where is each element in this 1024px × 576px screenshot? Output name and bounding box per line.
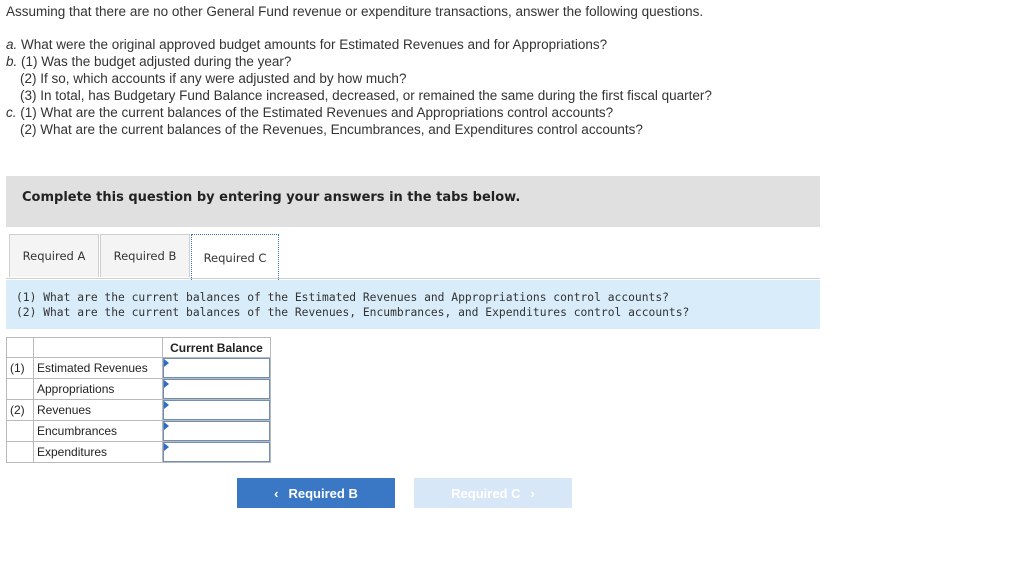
table-row — [7, 421, 271, 442]
appropriations-balance-input[interactable] — [163, 379, 270, 399]
row-number — [7, 421, 34, 442]
encumbrances-balance-input[interactable] — [163, 421, 270, 441]
tab-bar — [6, 234, 820, 278]
tab-instructions — [6, 280, 820, 329]
row-label: Encumbrances — [34, 421, 163, 442]
chevron-right-icon: › — [530, 485, 535, 501]
header-blank — [7, 338, 34, 358]
table-header-row — [7, 338, 271, 358]
item-letter: b. — [6, 54, 18, 69]
previous-required-b-button[interactable] — [237, 478, 395, 508]
question-item-c1: c. (1) What are the current balances of the Estimated Revenues and Appropriations control accounts? — [6, 105, 614, 120]
table-row — [7, 379, 271, 400]
tab-required-a[interactable]: Required A — [9, 234, 99, 277]
revenues-balance-input[interactable] — [163, 400, 270, 420]
question-item-b1: b. (1) Was the budget adjusted during the year? — [6, 54, 292, 69]
row-number — [7, 442, 34, 463]
next-button-label: Required C — [451, 485, 521, 501]
table-row — [7, 358, 271, 379]
balance-table — [6, 337, 271, 463]
banner-text: Complete this question by entering your answers in the tabs below. — [22, 190, 521, 205]
question-item-a: a. What were the original approved budget amounts for Estimated Revenues and for Appropriations? — [6, 37, 608, 52]
row-label: Expenditures — [34, 442, 163, 463]
appropriations-balance-cell — [163, 379, 271, 400]
estimated-revenues-balance-input[interactable] — [163, 358, 270, 378]
item-letter: a. — [6, 37, 18, 52]
question-item-b3: (3) In total, has Budgetary Fund Balance increased, decreased, or remained the same during the first fiscal quarter? — [20, 88, 712, 103]
revenues-balance-cell — [163, 400, 271, 421]
tab-required-c[interactable]: Required C — [191, 234, 279, 280]
table-row — [7, 400, 271, 421]
next-required-c-button[interactable] — [414, 478, 572, 508]
encumbrances-balance-cell — [163, 421, 271, 442]
question-intro: Assuming that there are no other General Fund revenue or expenditure transactions, answer the following questions. — [6, 4, 704, 19]
estimated-revenues-balance-cell — [163, 358, 271, 379]
row-label: Revenues — [34, 400, 163, 421]
row-number — [7, 379, 34, 400]
tab-required-b[interactable]: Required B — [100, 234, 190, 277]
prev-button-label: Required B — [288, 485, 358, 501]
row-label: Appropriations — [34, 379, 163, 400]
expenditures-balance-input[interactable] — [163, 442, 270, 462]
item-letter: c. — [6, 105, 17, 120]
tab-divider — [6, 278, 820, 279]
table-row — [7, 442, 271, 463]
expenditures-balance-cell — [163, 442, 271, 463]
chevron-left-icon: ‹ — [274, 485, 279, 501]
row-number: (1) — [7, 358, 34, 379]
instruction-line-2: (2) What are the current balances of the Revenues, Encumbrances, and Expenditures control accounts? — [16, 306, 690, 319]
question-item-c2: (2) What are the current balances of the Revenues, Encumbrances, and Expenditures control accounts? — [20, 122, 643, 137]
instruction-banner — [6, 176, 820, 227]
row-number: (2) — [7, 400, 34, 421]
row-label: Estimated Revenues — [34, 358, 163, 379]
column-header-current-balance: Current Balance — [163, 338, 271, 358]
question-list — [6, 36, 712, 138]
question-item-b2: (2) If so, which accounts if any were adjusted and by how much? — [20, 71, 407, 86]
header-blank — [34, 338, 163, 358]
instruction-line-1: (1) What are the current balances of the Estimated Revenues and Appropriations control accounts? — [16, 291, 669, 304]
